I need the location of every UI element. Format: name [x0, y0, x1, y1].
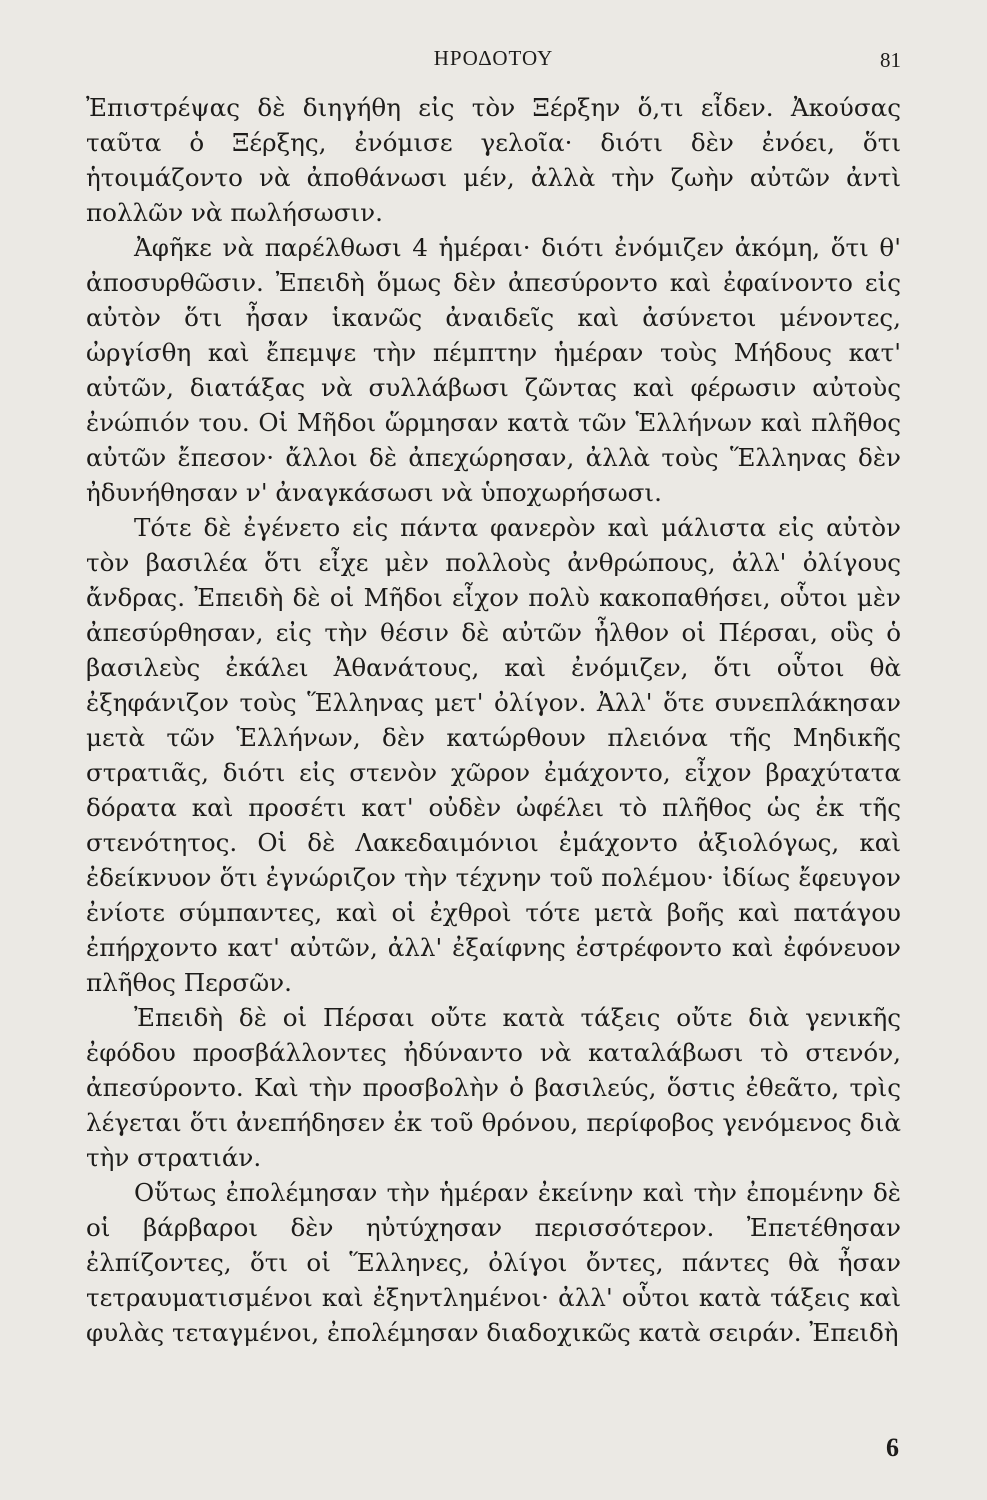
paragraph-4: Ἐπειδὴ δὲ οἱ Πέρσαι οὔτε κατὰ τάξεις οὔτε διὰ γενικῆς ἐφόδου προσβάλλοντες ἠδύναντο νὰ καταλάβωσι τὸ στενόν, ἀπεσύροντο. Καὶ τὴν προσβολὴν ὁ βασιλεύς, ὅστις ἐθεᾶτο, τρὶς λέγεται ὅτι ἀνεπήδησεν ἐκ τοῦ θρόνου, περίφοβος γενόμενος διὰ τὴν στρατιάν. [86, 1003, 901, 1172]
paragraph-5: Οὕτως ἐπολέμησαν τὴν ἡμέραν ἐκείνην καὶ τὴν ἐπομένην δὲ οἱ βάρβαροι δὲν ηὐτύχησαν περισσότερον. Ἐπετέθησαν ἐλπίζοντες, ὅτι οἱ Ἕλληνες, ὀλίγοι ὄντες, πάντες θὰ ἦσαν τετραυματισμένοι καὶ ἐξηντλημένοι· ἀλλ' οὗτοι κατὰ τάξεις καὶ φυλὰς τεταγμένοι, ἐπολέμησαν διαδοχικῶς κατὰ σειράν. Ἐπειδὴ [86, 1178, 901, 1347]
paragraph-3: Τότε δὲ ἐγένετο εἰς πάντα φανερὸν καὶ μάλιστα εἰς αὐτὸν τὸν βασιλέα ὅτι εἶχε μὲν πολλοὺς ἀνθρώπους, ἀλλ' ὀλίγους ἄνδρας. Ἐπειδὴ δὲ οἱ Μῆδοι εἶχον πολὺ κακοπαθήσει, οὗτοι μὲν ἀπεσύρθησαν, εἰς τὴν θέσιν δὲ αὐτῶν ἦλθον οἱ Πέρσαι, οὓς ὁ βασιλεὺς ἐκάλει Ἀθανάτους, καὶ ἐνόμιζεν, ὅτι οὗτοι θὰ ἐξηφάνιζον τοὺς Ἕλληνας μετ' ὀλίγον. Ἀλλ' ὅτε συνεπλάκησαν μετὰ τῶν Ἑλλήνων, δὲν κατώρθουν πλειόνα τῆς Μηδικῆς στρατιᾶς, διότι εἰς στενὸν χῶρον ἐμάχοντο, εἶχον βραχύτατα δόρατα καὶ προσέτι κατ' οὐδὲν ὠφέλει τὸ πλῆθος ὡς ἐκ τῆς στενότητος. Οἱ δὲ Λακεδαιμόνιοι ἐμάχοντο ἀξιολόγως, καὶ ἐδείκνυον ὅτι ἐγνώριζον τὴν τέχνην τοῦ πολέμου· ἰδίως ἔφευγον ἐνίοτε σύμπαντες, καὶ οἱ ἐχθροὶ τότε μετὰ βοῆς καὶ πατάγου ἐπήρχοντο κατ' αὐτῶν, ἀλλ' ἐξαίφνης ἐστρέφοντο καὶ ἐφόνευον πλῆθος Περσῶν. [86, 513, 901, 997]
running-head: ΗΡΟΔΟΤΟΥ [433, 46, 554, 70]
paragraph-2: Ἀφῆκε νὰ παρέλθωσι 4 ἡμέραι· διότι ἐνόμιζεν ἀκόμη, ὅτι θ' ἀποσυρθῶσιν. Ἐπειδὴ ὅμως δὲν ἀπεσύροντο καὶ ἐφαίνοντο εἰς αὐτὸν ὅτι ἦσαν ἱκανῶς ἀναιδεῖς καὶ ἀσύνετοι μένοντες, ὠργίσθη καὶ ἔπεμψε τὴν πέμπτην ἡμέραν τοὺς Μήδους κατ' αὐτῶν, διατάξας νὰ συλλάβωσι ζῶντας καὶ φέρωσιν αὐτοὺς ἐνώπιόν του. Οἱ Μῆδοι ὥρμησαν κατὰ τῶν Ἑλλήνων καὶ πλῆθος αὐτῶν ἔπεσον· ἄλλοι δὲ ἀπεχώρησαν, ἀλλὰ τοὺς Ἕλληνας δὲν ἠδυνήθησαν ν' ἀναγκάσωσι νὰ ὑποχωρήσωσι. [86, 233, 901, 507]
page-header [86, 46, 901, 86]
body-text [86, 90, 901, 1350]
signature-mark: 6 [886, 1433, 899, 1462]
page-number: 81 [880, 48, 901, 72]
paragraph-1: Ἐπιστρέψας δὲ διηγήθη εἰς τὸν Ξέρξην ὅ,τι εἶδεν. Ἀκούσας ταῦτα ὁ Ξέρξης, ἐνόμισε γελοῖα· διότι δὲν ἐνόει, ὅτι ἡτοιμάζοντο νὰ ἀποθάνωσι μέν, ἀλλὰ τὴν ζωὴν αὐτῶν ἀντὶ πολλῶν νὰ πωλήσωσιν. [86, 93, 901, 227]
